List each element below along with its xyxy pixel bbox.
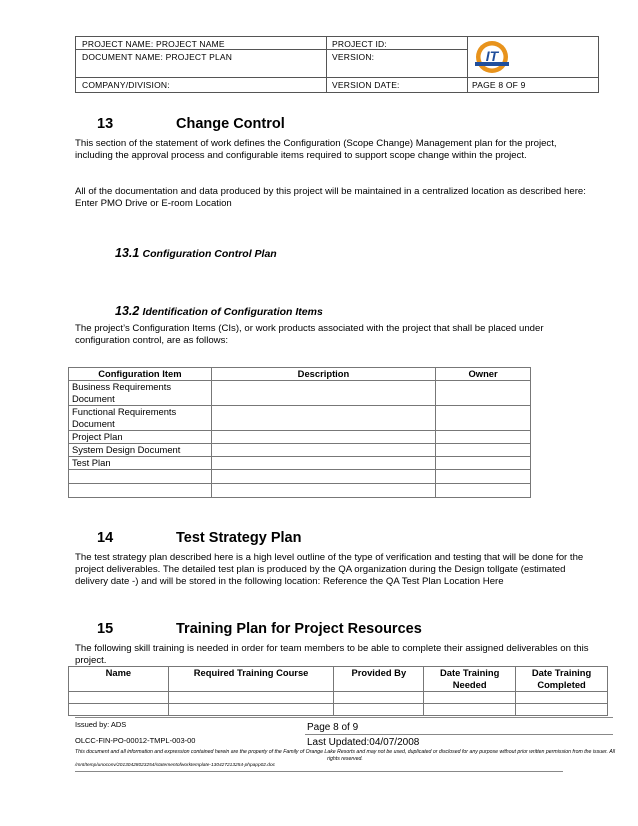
training-plan-table: [68, 666, 608, 716]
document-name-label: DOCUMENT NAME: PROJECT PLAN: [82, 52, 233, 62]
footer-disclaimer: This document and all information and expression contained herein are the property of the Family of Orange Lake Resorts and may not be used, duplicated or disclosed for any purpose without prior written permission from the issuer. All rights reserved.: [75, 749, 615, 762]
section-13-paragraph-2: All of the documentation and data produced by this project will be maintained in a centralized location as described here: Enter PMO Drive or E-room Location: [75, 186, 586, 210]
table-row: [69, 406, 531, 431]
column-header: Date Training Needed: [424, 667, 516, 692]
table-cell: [69, 484, 212, 498]
column-header: Required Training Course: [168, 667, 334, 692]
table-cell: [168, 692, 334, 704]
footer-file-path: /mnt/temp/unoconv/20130428023254/statementofworktemplate-130427213254-phpapp02.doc: [75, 763, 276, 768]
section-14-title: Test Strategy Plan: [176, 530, 302, 546]
table-cell: [211, 457, 435, 470]
project-name-label: PROJECT NAME: PROJECT NAME: [82, 39, 225, 49]
version-date-label: VERSION DATE:: [332, 80, 400, 90]
table-cell: [168, 704, 334, 716]
subsection-13-1-heading: [115, 246, 277, 260]
table-cell: [211, 470, 435, 484]
section-14-number: 14: [97, 530, 114, 546]
table-cell: [211, 381, 435, 406]
subsection-13-2-heading: [115, 304, 323, 318]
table-cell: [436, 470, 531, 484]
column-header: Owner: [436, 368, 531, 381]
table-row: [69, 457, 531, 470]
version-label: VERSION:: [332, 52, 375, 62]
table-cell: Project Plan: [69, 431, 212, 444]
table-cell: [436, 381, 531, 406]
footer-bottom-rule: [75, 771, 563, 772]
footer-document-code: OLCC-FIN-PO-00012-TMPL-003-00: [75, 736, 196, 745]
footer-last-updated: Last Updated:04/07/2008: [307, 737, 420, 748]
table-cell: [424, 692, 516, 704]
it-logo: [472, 40, 512, 74]
table-row: [69, 692, 608, 704]
table-row: [69, 381, 531, 406]
table-cell: [516, 704, 608, 716]
section-15-title: Training Plan for Project Resources: [176, 621, 422, 637]
section-15-paragraph: The following skill training is needed in order for team members to be able to complete their assigned deliverables on this project.: [75, 643, 589, 667]
table-cell: System Design Document: [69, 444, 212, 457]
column-header: Provided By: [334, 667, 424, 692]
footer-page-divider: [305, 734, 613, 735]
table-cell: Functional Requirements Document: [69, 406, 212, 431]
configuration-items-table: [68, 367, 531, 498]
column-header: Name: [69, 667, 169, 692]
table-cell: [211, 406, 435, 431]
table-cell: Test Plan: [69, 457, 212, 470]
table-cell: [436, 431, 531, 444]
table-row: [69, 704, 608, 716]
table-cell: [211, 444, 435, 457]
footer-divider: [75, 717, 613, 718]
section-15-number: 15: [97, 621, 114, 637]
document-header-table: [75, 36, 599, 93]
table-cell: [436, 457, 531, 470]
column-header: Date Training Completed: [516, 667, 608, 692]
section-13-title: Change Control: [176, 116, 285, 132]
table-cell: [69, 692, 169, 704]
project-id-label: PROJECT ID:: [332, 39, 387, 49]
column-header: Description: [211, 368, 435, 381]
subsection-13-1-number: 13.1: [115, 246, 140, 260]
table-cell: [69, 470, 212, 484]
logo-text: IT: [485, 48, 499, 64]
footer-page-number: Page 8 of 9: [307, 722, 359, 733]
header-page-label: PAGE 8 OF 9: [472, 80, 526, 90]
table-cell: Business Requirements Document: [69, 381, 212, 406]
footer-issued-by: Issued by: ADS: [75, 720, 127, 729]
table-cell: [69, 704, 169, 716]
table-cell: [436, 484, 531, 498]
table-row: [69, 470, 531, 484]
section-14-paragraph: The test strategy plan described here is a high level outline of the type of verification and testing that will be done for the project deliverables. The detailed test plan is produced by the QA organization during the Design tollgate (estimated delivery date -) and will be stored in the following location: Reference the QA Test Plan Location Here: [75, 552, 584, 588]
table-row: [69, 431, 531, 444]
company-division-label: COMPANY/DIVISION:: [82, 80, 170, 90]
subsection-13-2-title: Identification of Configuration Items: [142, 306, 323, 318]
table-cell: [334, 692, 424, 704]
section-13-number: 13: [97, 116, 114, 132]
table-row: [69, 444, 531, 457]
table-cell: [516, 692, 608, 704]
table-cell: [424, 704, 516, 716]
section-13-paragraph-1: This section of the statement of work defines the Configuration (Scope Change) Management plan for the project, including the approval process and configurable items required to support scope change within the project.: [75, 138, 557, 162]
subsection-13-2-number: 13.2: [115, 304, 140, 318]
table-header-row: [69, 667, 608, 692]
subsection-13-1-title: Configuration Control Plan: [142, 248, 277, 260]
table-cell: [211, 484, 435, 498]
table-cell: [436, 444, 531, 457]
table-cell: [334, 704, 424, 716]
table-cell: [211, 431, 435, 444]
column-header: Configuration Item: [69, 368, 212, 381]
table-row: [69, 484, 531, 498]
table-cell: [436, 406, 531, 431]
section-13-paragraph-3: The project’s Configuration Items (CIs), or work products associated with the project that shall be placed under configuration control, are as follows:: [75, 323, 544, 347]
table-header-row: [69, 368, 531, 381]
